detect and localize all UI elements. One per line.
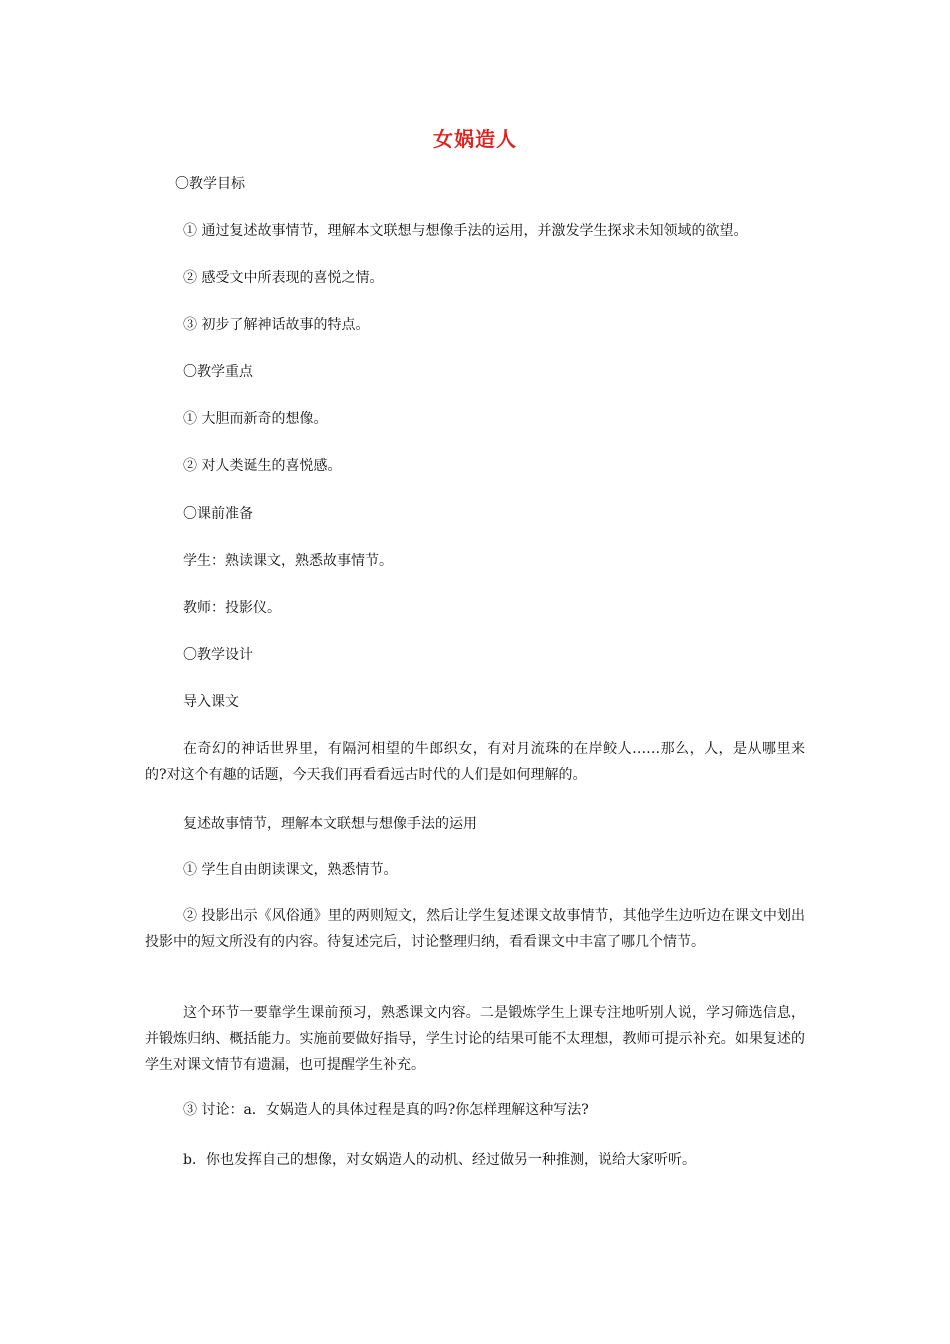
intro-paragraph: 在奇幻的神话世界里，有隔河相望的牛郎织女，有对月流珠的在岸鲛人……那么，人，是从哪里来的?对这个有趣的话题，今天我们再看看远古时代的人们是如何理解的。 (145, 741, 805, 783)
step-1: ① 学生自由朗读课文，熟悉情节。 (183, 862, 398, 878)
step-3b: b．你也发挥自己的想像，对女娲造人的动机、经过做另一种推测，说给大家听听。 (183, 1152, 696, 1168)
goal-item-1: ① 通过复述故事情节，理解本文联想与想像手法的运用，并激发学生探求未知领域的欲望。 (183, 223, 748, 239)
section-heading-prep: 〇课前准备 (183, 506, 253, 522)
focus-item-1: ① 大胆而新奇的想像。 (183, 411, 328, 427)
step-2-paragraph: ② 投影出示《风俗通》里的两则短文，然后让学生复述课文故事情节，其他学生边听边在课文中划出投影中的短文所没有的内容。待复述完后，讨论整理归纳，看看课文中丰富了哪几个情节。 (145, 908, 805, 950)
focus-item-2: ② 对人类诞生的喜悦感。 (183, 458, 342, 474)
prep-teacher: 教师：投影仪。 (183, 600, 281, 616)
step-3a: ③ 讨论：a．女娲造人的具体过程是真的吗?你怎样理解这种写法? (183, 1102, 589, 1118)
section-heading-design: 〇教学设计 (183, 647, 253, 663)
goal-item-3: ③ 初步了解神话故事的特点。 (183, 317, 370, 333)
retell-heading: 复述故事情节，理解本文联想与想像手法的运用 (183, 816, 477, 832)
section-heading-goals: 〇教学目标 (175, 176, 245, 192)
note-paragraph: 这个环节一要靠学生课前预习，熟悉课文内容。二是锻炼学生上课专注地听别人说，学习筛选信息，并锻炼归纳、概括能力。实施前要做好指导，学生讨论的结果可能不太理想，教师可提示补充。如果复述的学生对课文情节有遗漏，也可提醒学生补充。 (145, 1005, 805, 1073)
document-title: 女娲造人 (433, 127, 517, 151)
intro-heading: 导入课文 (183, 694, 239, 710)
prep-student: 学生：熟读课文，熟悉故事情节。 (183, 553, 393, 569)
section-heading-focus: 〇教学重点 (183, 364, 253, 380)
goal-item-2: ② 感受文中所表现的喜悦之情。 (183, 270, 384, 286)
